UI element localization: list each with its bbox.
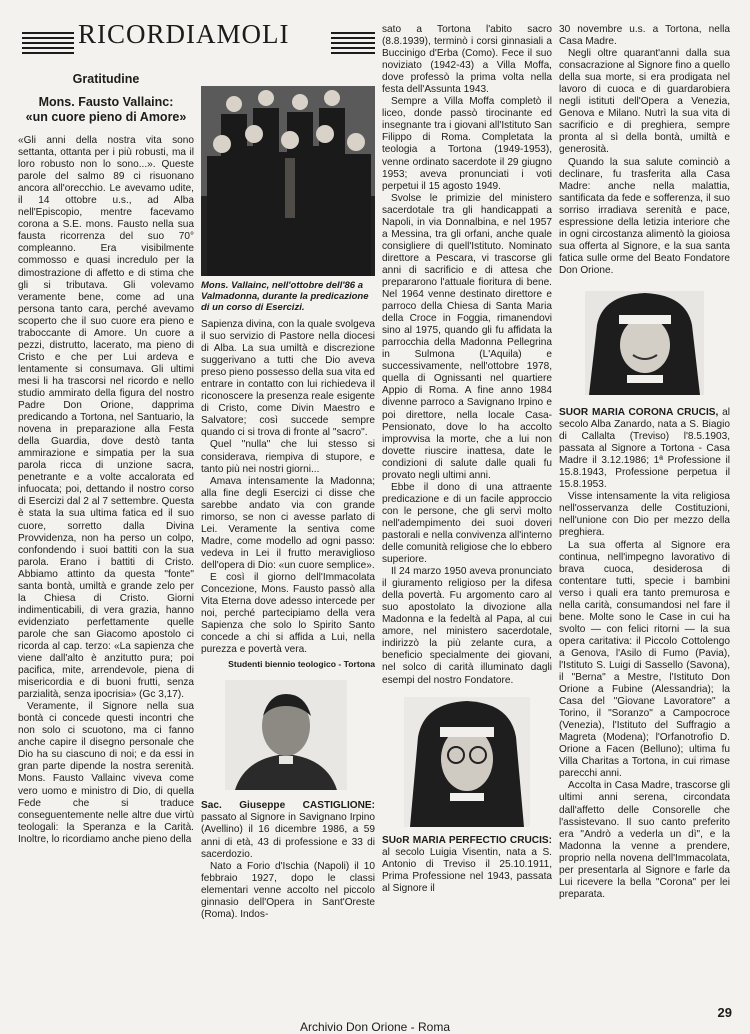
magazine-page: [18, 19, 730, 1002]
archive-footer: Archivio Don Orione - Roma: [299, 1020, 451, 1034]
obituary-paragraph: Il 24 marzo 1950 aveva pronunciato il giuramento religioso per la difesa della povertà. Fu argomento caro al suo apostolato la divozione alla Madonna e la fedeltà al Papa, al cui amore, nel ministero sacerdotale, indirizzò la più zelante cura, a beneficio specialmente dei giovani, nel solco di carità illuminato dagli esempi del nostro Fondatore.: [382, 566, 552, 686]
masthead: [18, 19, 290, 66]
article-kicker: Gratitudine: [72, 72, 140, 86]
obituary-perfectio: SUoR MARIA PERFECTIO CRUCIS: al secolo Luigia Visentin, nata a S. Antonio di Treviso il 25.10.1911, Prima Professione nel 1943, passata al Signore il: [382, 834, 552, 894]
obituary-name: Sac. Giuseppe CASTIGLIONE:: [201, 800, 375, 812]
obituary-paragraph: 30 novembre u.s. a Tortona, nella Casa Madre.: [559, 24, 730, 48]
masthead-stripes-right: [331, 32, 375, 58]
article-paragraph: Veramente, il Signore nella sua bontà ci concede questi incontri che non solo ci scuotono, ma ci fanno anche capire il disegno personale che Dio ha su ciascuno di noi; e da essi in gran parte dipende la nostra serenità. Mons. Fausto Vallainc viveva come vero uomo e ministro di Dio, di quella Fede che si traduce conseguentemente nelle altre due virtù teologali: la Speranza e la Carità. Inoltre, lo ricordiamo anche pieno della: [18, 701, 194, 845]
article-signature: Studenti biennio teologico - Tortona: [228, 659, 375, 670]
masthead-stripes-left: [22, 32, 74, 58]
article-headline: Mons. Fausto Vallainc: «un cuore pieno di Amore»: [25, 95, 187, 124]
obituary-paragraph: Ebbe il dono di una attraente predicazione e di un facile approccio con le persone, che gli servì molto nell'adempimento dei suoi doveri pastorali e nella convivenza all'interno delle comunità religiose che lo ebbero superiore.: [382, 481, 552, 566]
obituary-paragraph: Svolse le primizie del ministero sacerdotale tra gli handicappati a Napoli, in via Donnalbina, e nel 1957 a Messina, tra gli orfani, anche quale consigliere di quell'Istituto. Nominato direttore a Pescara, vi trascorse gli anni di sacrificio e di attesa che prepararono l'attuale fioritura di bene. Nel 1964 venne destinato direttore e parroco della Chiesa di Santa Maria della Croce in Foggia, rimanendovi sino al 1975, quando gli fu affidata la parrocchia della Madonna Pellegrina in Sulmona (L'Aquila) e successivamente, nell'ottobre 1978, quella di Ognissanti nel quartiere Appio di Roma. A fine anno 1984 divenne parroco a Savignano Irpino e poi direttore, nella locale Casa-Pensionato, dove lo ha accolto improvvisa la morte, che a lui non dovette riuscire inattesa, date le condizioni di salute dalle quali fu provato negli ultimi anni.: [382, 192, 552, 481]
group-photo: [201, 86, 375, 276]
section-title: RICORDIAMOLI: [78, 19, 290, 49]
article-paragraph: E così il giorno dell'Immacolata Concezione, Mons. Fausto passò alla Vita Eterna dove adesso intercede per noi, perché partecipiamo della vera Sapienza che solo lo Spirito Santo concede a chi si affida a Lui, nella purezza e povertà vera.: [201, 571, 375, 656]
obituary-paragraph: sato a Tortona l'abito sacro (8.8.1939), terminò i corsi ginnasiali a Buccinigo d'Erba (Como). Fece il suo noviziato (1942-43) a Villa Moffa, dove professò la prima volta nella festa dell'Assunta 1943.: [382, 24, 552, 96]
portrait-perfectio: [404, 697, 530, 827]
portrait-castiglione: [225, 680, 347, 790]
obituary-paragraph: Sempre a Villa Moffa completò il liceo, donde passò tirocinante ed insegnante tra i giovani all'Istituto San Filippo di Roma. Completata la teologia a Tortona (1949-1953), venne ordinato sacerdote il 29 giugno 1953; aveva pronunciati i voti perpetui il 15 agosto 1949.: [382, 96, 552, 192]
obituary-name: SUoR MARIA PERFECTIO CRUCIS:: [382, 834, 552, 846]
obituary-paragraph: Nato a Forio d'Ischia (Napoli) il 10 febbraio 1927, dopo le classi elementari venne accolto nel piccolo ginnasio dell'Opera in Sant'Oreste (Roma). Indos-: [201, 860, 375, 920]
article-paragraph: Quel "nulla" che lui stesso si considerava, riempiva di stupore, e tanto più nei nostri giorni...: [201, 439, 375, 475]
obituary-paragraph: Quando la sua salute cominciò a declinare, fu trasferita alla Casa Madre: anche nella malattia, santificata da fede e sofferenza, il suo sorriso irradiava serenità e pace, espressione della letizia interiore che in ogni circostanza alimentò la gioiosa sua offerta al Signore, e la sua santa fatica sulle orme del Beato Fondatore Don Orione.: [559, 156, 730, 276]
article-paragraph: «Gli anni della nostra vita sono settanta, ottanta per i più robusti, ma il loro robusto non lo sono...». Queste parole del salmo 89 ci risuonano ancora all'orecchio. Le avevamo udite, il 14 ottobre u.s., ad Alba nell'Episcopio, mentre facevamo corona a S.E. mons. Fausto nella sua fausta ricorrenza del suo 70° compleanno. Era visibilmente commosso e quasi incredulo per la dimostrazione di affetto e di stima che gli si tributava. Gli volevamo veramente bene, come ad una persona tanto cara, perché avevamo scoperto che il suo cuore era pieno e traboccante di Amore. Un cuore a pezzi, distrutto, lacerato, ma pieno di Cristo e che per Lui ardeva e lentamente si consumava. Gli ultimi mesi li ha trascorsi nel ricordo e nello studio ammirato della figura del nostro Padre Don Orione, dapprima predicando a Tortona, nel Santuario, la novena in preparazione alla Festa della Guardia, dove destò tanta ammirazione e simpatia per la sua parola ricca di unzione sacra, penetrante e a volte accalorata ed infuocata; poi, dettando il nostro corso di Esercizi dal 2 al 7 settembre. Questa è stata la sua ultima fatica ed il suo cuore, sorretto dalla Divina Provvidenza, non ha perso un colpo, confondendo i suoi battiti con la sua parola. Erano i battiti di Cristo. Abbiamo attinto da questa "fonte" santa bontà, umiltà e grande zelo per la Chiesa di Cristo. Giorni indimenticabili, di vera grazia, hanno evidenziato perfettamente quelle parole che san Giacomo apostolo ci ricorda al cap. terzo: «La sapienza che viene dall'alto è anzitutto pura; poi pacifica, mite, arrendevole, piena di misericordia e di buoni frutti, senza parzialità, senza ipocrisia» (Gc 3,17).: [18, 135, 194, 701]
obituary-paragraph: Accolta in Casa Madre, trascorse gli ultimi anni serena, circondata dall'affetto delle Consorelle che l'assistevano. Il suo canto preferito era "Andrò a vederla un dì", e la Madonna la venne a prendere, proprio nella novena dell'Immacolata, per presentarla al Signore e farle da Lui ricevere la bella "Corona" per lei preparata.: [559, 780, 730, 900]
obituary-paragraph: Visse intensamente la vita religiosa nell'osservanza delle Costituzioni, nell'unione con Dio per mezzo della preghiera.: [559, 491, 730, 539]
article-paragraph: Sapienza divina, con la quale svolgeva il suo servizio di Pastore nella diocesi di Alba. La sua umiltà e discrezione suggerivano a tutti che Dio aveva preso pieno possesso della sua vita ed entrare in contatto con lui richiedeva il riconoscere la presenza reale esigente di Cristo, come Divin Maestro e Salvatore; così succede sempre quando ci si trova di fronte al "sacro".: [201, 319, 375, 439]
obituary-paragraph: Negli oltre quarant'anni dalla sua consacrazione al Signore fino a quello della sua morte, si era prodigata nel lavoro di cuoca e di guardarobiera negli istituti dell'Opera a Venezia, Genova e Milano. Nutrì la sua vita di sacrificio e di preghiera, sempre pronta al sì della bontà, umiltà e generosità.: [559, 48, 730, 156]
obituary-paragraph: La sua offerta al Signore era continua, nell'impegno lavorativo di brava cuoca, desiderosa di contentare tutti, specie i bambini verso i quali era tanto premurosa e nella carità, consumandosi nel fare il bene. Molte sono le Case in cui ha svolto — con felici ritorni — la sua opera caritativa: il Piccolo Cottolengo a Genova, l'Asilo di Fumo (Pavia), l'Istituto S. Luigi di Sassello (Savona), il "Berna" a Mestre, l'Istituto Don Orione a Fubine (Alessandria); la Casa del "Giovane Lavoratore" a Torino, il "Soranzo" a Campocroce (Venezia), l'Istituto del Suffragio a Magreta (Modena); l'Orfanotrofio D. Orione a Facen (Belluno); ultima fu Villa Charitas a Tortona, in cui rimase parecchi anni.: [559, 539, 730, 780]
photo-caption: Mons. Vallainc, nell'ottobre dell'86 a Valmadonna, durante la predicazione di un corso di Esercizi.: [201, 280, 369, 313]
article-paragraph: Amava intensamente la Madonna; alla fine degli Esercizi ci disse che sarebbe andato via con grande rimorso, se non ci avesse parlato di Lei. Veramente la sentiva come Madre, come modello ad ogni passo: vedeva in Lei il frutto meraviglioso dell'opera di Dio: «un cuore semplice».: [201, 475, 375, 571]
column-2: [201, 24, 375, 921]
page-number: 29: [717, 1005, 732, 1020]
column-4: [559, 24, 730, 901]
column-3: [382, 24, 552, 895]
portrait-corona: [585, 291, 704, 395]
obituary-name: SUOR MARIA CORONA CRUCIS,: [559, 406, 719, 418]
obituary-castiglione: Sac. Giuseppe CASTIGLIONE: passato al Signore in Savignano Irpino (Avellino) il 16 dicembre 1986, a 59 anni di età, 43 di professione e 33 di sacerdozio.: [201, 800, 375, 860]
obituary-corona: SUOR MARIA CORONA CRUCIS, al secolo Alba Zanardo, nata a S. Biagio di Callalta (Treviso) l'8.5.1903, passata al Signore a Tortona - Casa Madre il 3.12.1986; 1ª Professione il 15.8.1943, Professione perpetua il 15.8.1953.: [559, 406, 730, 491]
